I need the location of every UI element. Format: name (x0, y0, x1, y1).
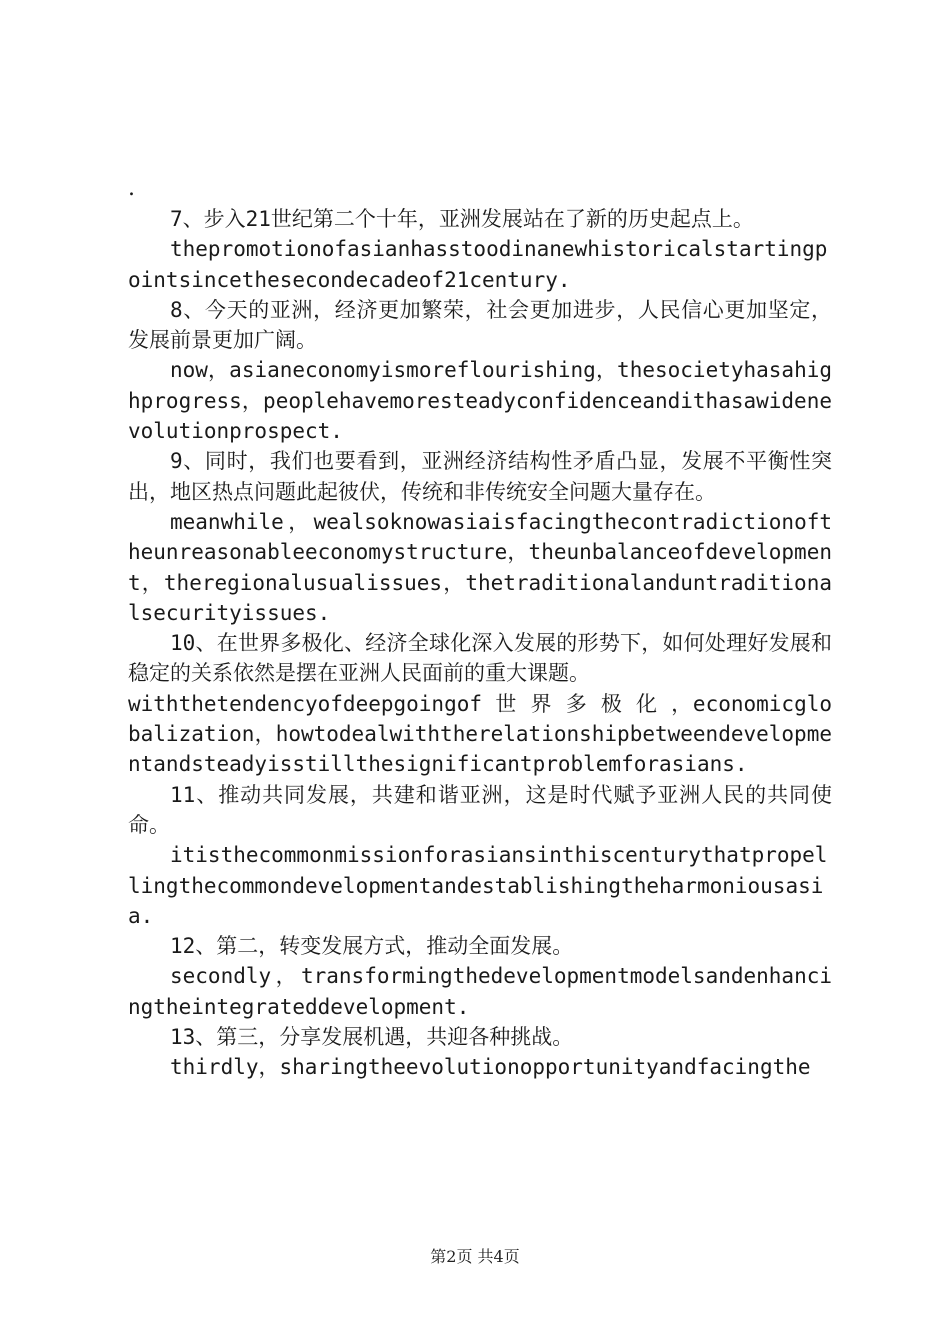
paragraph: meanwhile，wealsoknowasiaisfacingthecontradictionoftheunreasonableeconomystructure，theunbalanceofdevelopment，theregionalusualissues，thetraditionalanduntraditionalsecurityissues. (128, 509, 832, 625)
paragraph: withthetendencyofdeepgoingof 世 界 多 极 化 ，economicglobalization，howtodealwiththerelationshipbetweendevelopmentandsteadyisstillthesignificantproblemforasians. (128, 691, 832, 777)
paragraph: 9、同时，我们也要看到，亚洲经济结构性矛盾凸显，发展不平衡性突出，地区热点问题此起彼伏，传统和非传统安全问题大量存在。 (128, 449, 832, 504)
page-footer: 第2页 共4页 (430, 1247, 520, 1266)
paragraph: 11、推动共同发展，共建和谐亚洲，这是时代赋予亚洲人民的共同使命。 (128, 782, 832, 837)
paragraph: 10、在世界多极化、经济全球化深入发展的形势下，如何处理好发展和稳定的关系依然是摆在亚洲人民面前的重大课题。 (128, 631, 832, 686)
paragraph: itisthecommonmissionforasiansinthiscenturythatpropellingthecommondevelopmentandestablishingtheharmoniousasia. (128, 843, 828, 928)
paragraph: 8、今天的亚洲，经济更加繁荣，社会更加进步，人民信心更加坚定，发展前景更加广阔。 (128, 297, 832, 353)
paragraph: now，asianeconomyismoreflourishing，thesocietyhasahighprogress，peoplehavemoresteadyconfidenceandithasawidenevolutionprospect. (128, 358, 832, 444)
paragraph: 12、第二，转变发展方式，推动全面发展。 (170, 934, 574, 959)
paragraph: 7、步入21世纪第二个十年，亚洲发展站在了新的历史起点上。 (170, 207, 754, 231)
paragraph: 13、第三，分享发展机遇，共迎各种挑战。 (170, 1025, 574, 1050)
paragraph: secondly，transformingthedevelopmentmodelsandenhancingtheintegrateddevelopment. (128, 964, 832, 1019)
paragraph: thepromotionofasianhasstoodinanewhistoricalstartingpointsincethesecondecadeof21century. (128, 237, 828, 292)
leading-mark: . (128, 176, 135, 201)
paragraph: thirdly，sharingtheevolutionopportunityandfacingthe (170, 1055, 811, 1080)
document-body (128, 204, 832, 1083)
